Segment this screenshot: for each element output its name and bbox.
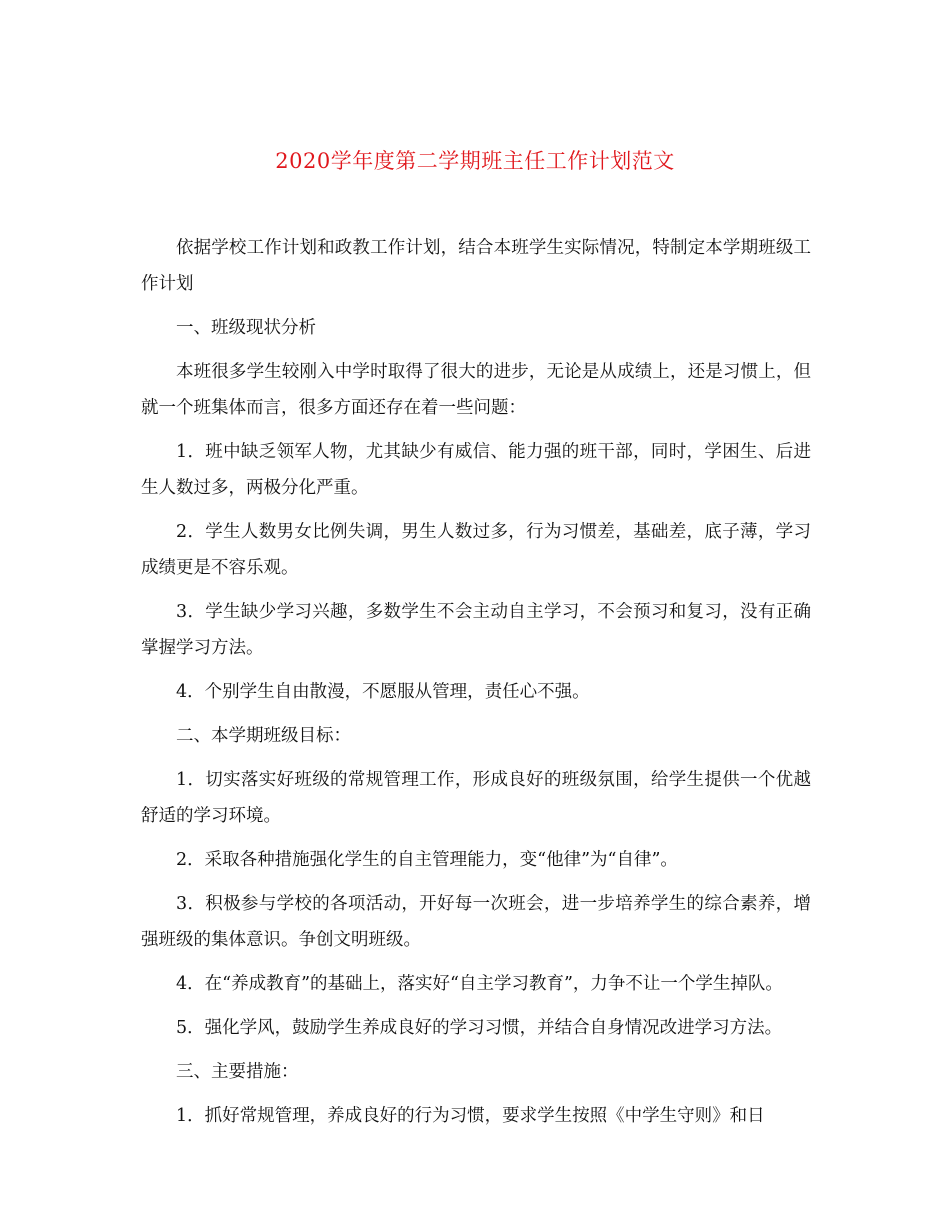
document-body	[141, 230, 811, 1142]
document-title: 2020学年度第二学期班主任工作计划范文	[275, 149, 675, 173]
section-heading-1: 一、班级现状分析	[176, 318, 316, 338]
paragraph-intro: 依据学校工作计划和政教工作计划，结合本班学生实际情况，特制定本学期班级工作计划	[141, 238, 811, 294]
list-item: 4．个别学生自由散漫，不愿服从管理，责任心不强。	[176, 682, 590, 702]
section-heading-3: 三、主要措施：	[176, 1062, 299, 1082]
list-item: 3．学生缺少学习兴趣，多数学生不会主动自主学习，不会预习和复习，没有正确掌握学习方法。	[141, 602, 811, 658]
list-item: 2．学生人数男女比例失调，男生人数过多，行为习惯差，基础差，底子薄，学习成绩更是不容乐观。	[141, 522, 811, 578]
section-heading-2: 二、本学期班级目标：	[176, 726, 351, 746]
list-item: 1．切实落实好班级的常规管理工作，形成良好的班级氛围，给学生提供一个优越舒适的学习环境。	[141, 770, 811, 826]
list-item: 4．在“养成教育”的基础上，落实好“自主学习教育”，力争不让一个学生掉队。	[176, 974, 783, 994]
list-item: 2．采取各种措施强化学生的自主管理能力，变“他律”为“自律”。	[176, 850, 678, 870]
list-item: 3．积极参与学校的各项活动，开好每一次班会，进一步培养学生的综合素养，增强班级的集体意识。争创文明班级。	[141, 894, 811, 950]
list-item: 1．抓好常规管理，养成良好的行为习惯，要求学生按照《中学生守则》和日	[176, 1106, 765, 1126]
paragraph-analysis: 本班很多学生较刚入中学时取得了很大的进步，无论是从成绩上，还是习惯上，但就一个班集体而言，很多方面还存在着一些问题：	[141, 362, 811, 418]
list-item: 1．班中缺乏领军人物，尤其缺少有威信、能力强的班干部，同时，学困生、后进生人数过多，两极分化严重。	[141, 442, 811, 498]
list-item: 5．强化学风，鼓励学生养成良好的学习习惯，并结合自身情况改进学习方法。	[176, 1018, 783, 1038]
